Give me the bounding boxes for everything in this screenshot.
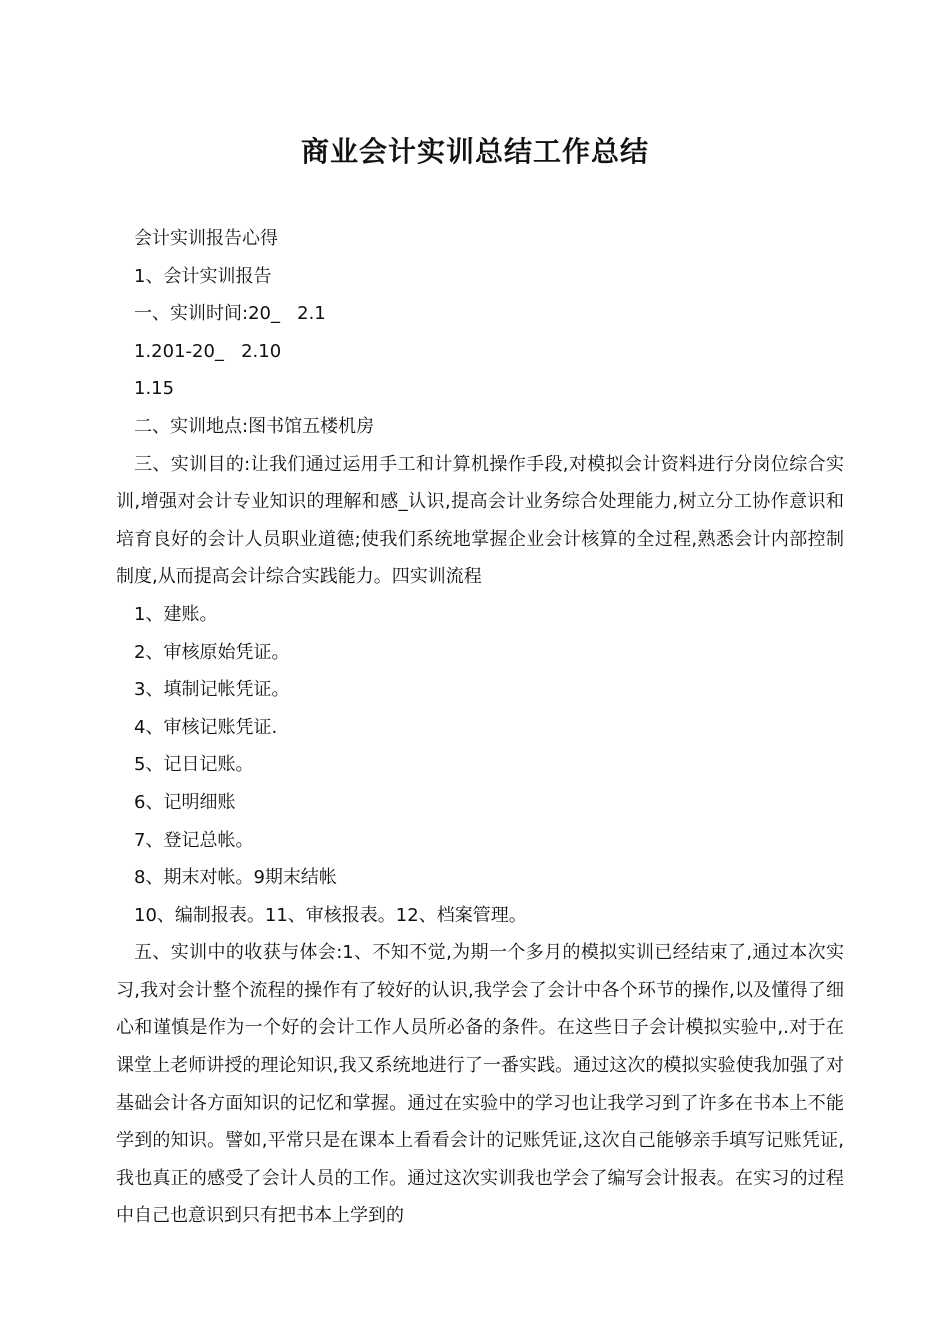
step-item: 8、期末对帐。9期末结帐 bbox=[134, 867, 337, 889]
text-line: 会计实训报告心得 bbox=[134, 228, 278, 249]
step-item: 2、审核原始凭证。 bbox=[134, 641, 290, 663]
text-line: 二、实训地点:图书馆五楼机房 bbox=[134, 415, 375, 437]
step-item: 6、记明细账 bbox=[134, 791, 236, 813]
document-body bbox=[116, 220, 844, 1235]
step-item: 3、填制记帐凭证。 bbox=[134, 679, 290, 701]
step-item: 7、登记总帐。 bbox=[134, 829, 254, 851]
step-item: 10、编制报表。11、审核报表。12、档案管理。 bbox=[134, 904, 527, 926]
text-line: 1、会计实训报告 bbox=[134, 265, 272, 287]
text-line: 1.15 bbox=[134, 378, 175, 400]
purpose-paragraph: 三、实训目的:让我们通过运用手工和计算机操作手段,对模拟会计资料进行分岗位综合实训,增强对会计专业知识的理解和感_认识,提高会计业务综合处理能力,树立分工协作意识和培育良好的会计人员职业道德;使我们系统地掌握企业会计核算的全过程,熟悉会计内部控制制度,从而提高会计综合实践能力。四实训流程 bbox=[116, 453, 844, 588]
text-line: 一、实训时间:20_ 2.1 bbox=[134, 303, 326, 325]
step-item: 4、审核记账凭证. bbox=[134, 716, 278, 738]
text-line: 1.201-20_ 2.10 bbox=[134, 340, 282, 362]
document-title: 商业会计实训总结工作总结 bbox=[300, 135, 649, 168]
step-item: 5、记日记账。 bbox=[134, 754, 254, 776]
step-item: 1、建账。 bbox=[134, 603, 218, 625]
gains-paragraph: 五、实训中的收获与体会:1、不知不觉,为期一个多月的模拟实训已经结束了,通过本次实习,我对会计整个流程的操作有了较好的认识,我学会了会计中各个环节的操作,以及懂得了细心和谨慎是作为一个好的会计工作人员所必备的条件。在这些日子会计模拟实验中,.对于在课堂上老师讲授的理论知识,我又系统地进行了一番实践。通过这次的模拟实验使我加强了对基础会计各方面知识的记忆和掌握。通过在实验中的学习也让我学习到了许多在书本上不能学到的知识。譬如,平常只是在课本上看看会计的记账凭证,这次自己能够亲手填写记账凭证,我也真正的感受了会计人员的工作。通过这次实训我也学会了编写会计报表。在实习的过程中自己也意识到只有把书本上学到的 bbox=[116, 942, 844, 1227]
